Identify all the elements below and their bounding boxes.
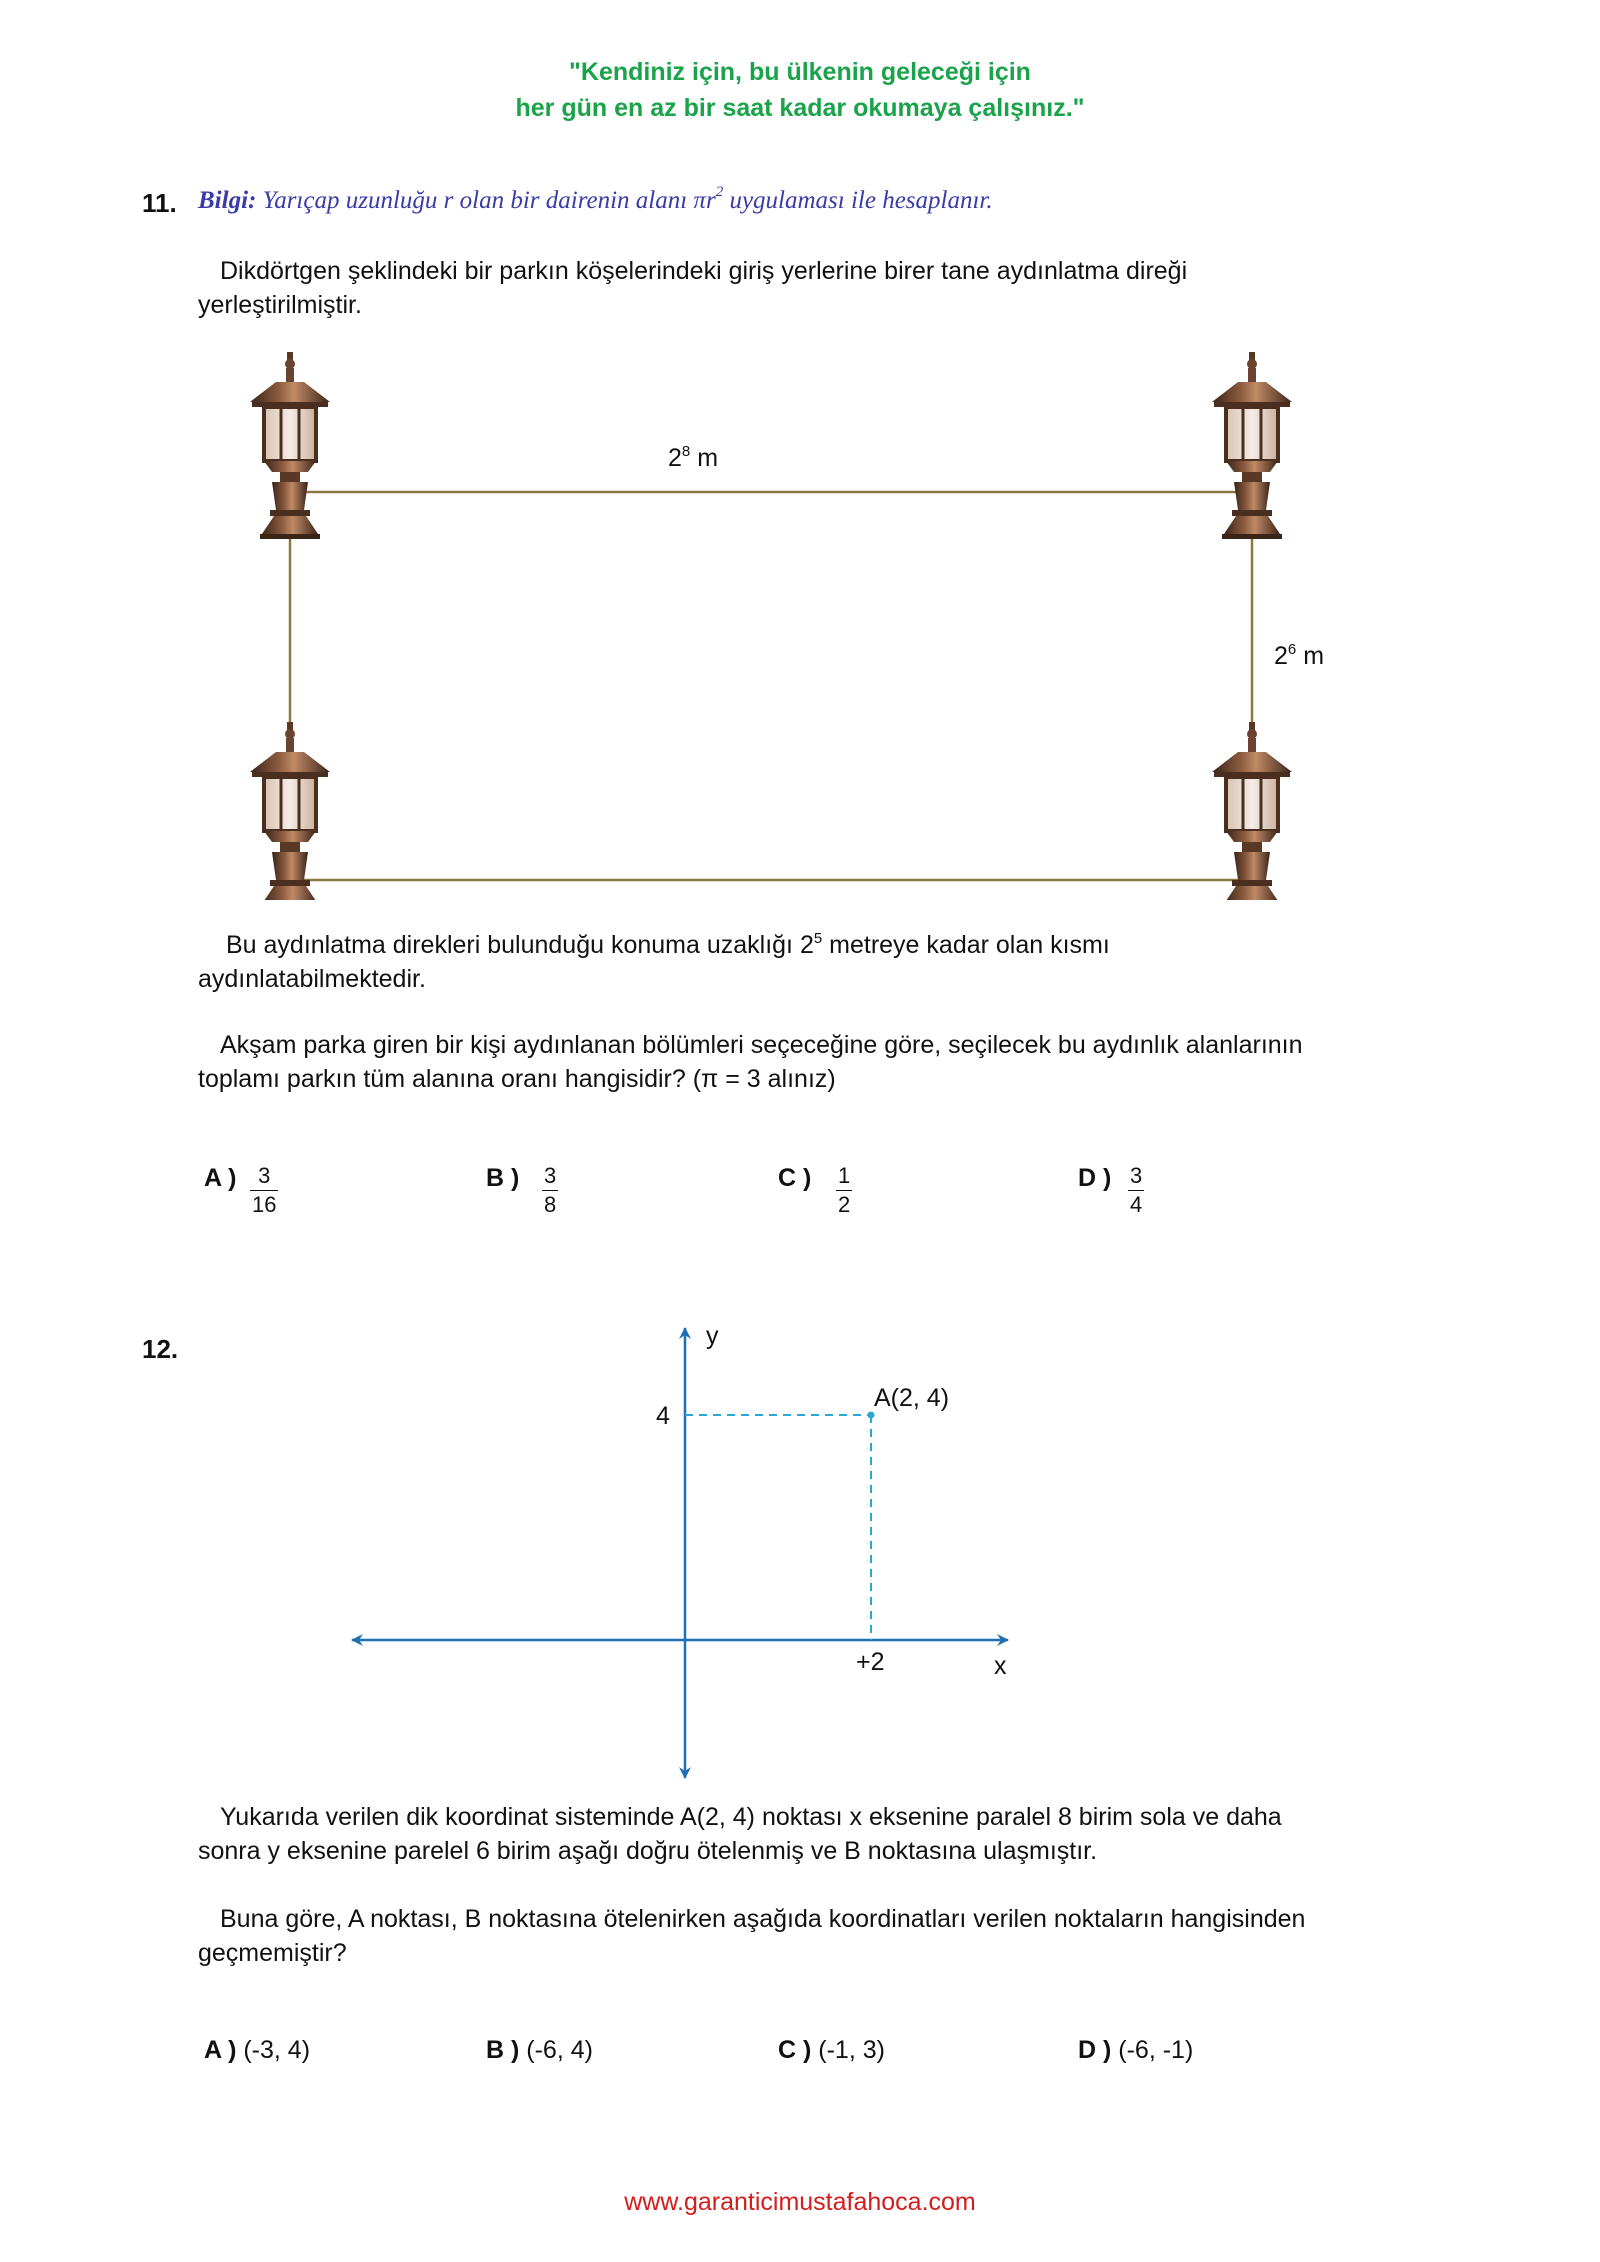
- q11-option-a[interactable]: [204, 1164, 236, 1193]
- question-11-number: 11.: [142, 188, 177, 218]
- q12-question-line-1: Buna göre, A noktası, B noktasına ötelenirken aşağıda koordinatları verilen noktaların hangisinden: [220, 1905, 1306, 1933]
- q11-question-line-2: toplamı parkın tüm alanına oranı hangisidir? (π = 3 alınız): [198, 1065, 836, 1093]
- fraction-denominator: 8: [544, 1192, 557, 1217]
- lamp-top-left-icon: [250, 352, 330, 539]
- question-12-number: 12.: [142, 1334, 179, 1364]
- option-letter: D ): [1078, 2036, 1112, 2064]
- y-axis-label: y: [706, 1322, 719, 1350]
- q11-range-line-1: Bu aydınlatma direkleri bulunduğu konuma uzaklığı $2^5$ metreye kadar olan kısmı: [226, 930, 1110, 959]
- park-rectangle: [290, 492, 1252, 880]
- point-a-label: A(2, 4): [874, 1384, 950, 1412]
- y-tick-label: 4: [656, 1402, 670, 1430]
- info-formula: [198, 184, 993, 215]
- park-diagram: [240, 340, 1340, 900]
- q11-option-d-fraction: [1128, 1162, 1144, 1219]
- q11-option-b-fraction: [542, 1162, 558, 1219]
- fraction-denominator: 4: [1130, 1192, 1143, 1217]
- option-letter: C ): [778, 2036, 812, 2064]
- fraction-numerator: 3: [250, 1162, 278, 1191]
- option-letter: A ): [204, 2036, 237, 2064]
- park-height-label: $2^6$ m: [1274, 641, 1325, 670]
- q11-option-a-fraction: [250, 1162, 278, 1219]
- q12-option-b[interactable]: [486, 2036, 593, 2065]
- q12-question-line-2: geçmemiştir?: [198, 1939, 347, 1967]
- q12-option-d[interactable]: [1078, 2036, 1193, 2065]
- q11-intro-line-1: Dikdörtgen şeklindeki bir parkın köşelerindeki giriş yerlerine birer tane aydınlatma direği: [220, 257, 1188, 285]
- x-tick-label: +2: [856, 1648, 885, 1676]
- park-width-label: $2^8$ m: [668, 443, 719, 472]
- fraction-denominator: 2: [838, 1192, 851, 1217]
- q12-option-c[interactable]: [778, 2036, 885, 2065]
- header-quote-line-2: her gün en az bir saat kadar okumaya çalışınız.": [515, 94, 1085, 122]
- fraction-denominator: 16: [252, 1192, 277, 1217]
- option-value: (-6, 4): [526, 2036, 593, 2064]
- q12-option-a[interactable]: [204, 2036, 310, 2065]
- fraction-numerator: 3: [1128, 1162, 1144, 1191]
- lamp-bottom-right-icon: [1212, 722, 1292, 900]
- info-label: Bilgi:: [198, 187, 257, 214]
- header-quote-line-1: "Kendiniz için, bu ülkenin geleceği için: [569, 58, 1031, 86]
- fraction-numerator: 3: [542, 1162, 558, 1191]
- option-letter: C ): [778, 1164, 812, 1192]
- option-letter: A ): [204, 1164, 237, 1192]
- q11-question-line-1: Akşam parka giren bir kişi aydınlanan bölümleri seçeceğine göre, seçilecek bu aydınlık alanlarının: [220, 1031, 1303, 1059]
- q12-text-line-1: Yukarıda verilen dik koordinat sisteminde A(2, 4) noktası x eksenine paralel 8 birim sola ve daha: [220, 1803, 1282, 1831]
- option-letter: D ): [1078, 1164, 1112, 1192]
- q11-option-b[interactable]: [486, 1164, 519, 1193]
- lamp-top-right-icon: [1212, 352, 1292, 539]
- q11-option-c-fraction: [836, 1162, 852, 1219]
- option-value: (-6, -1): [1118, 2036, 1194, 2064]
- q11-range-line-2: aydınlatabilmektedir.: [198, 965, 426, 993]
- info-text-after: uygulaması ile hesaplanır.: [729, 187, 993, 214]
- option-value: (-1, 3): [818, 2036, 885, 2064]
- x-axis-label: x: [994, 1652, 1007, 1680]
- option-value: (-3, 4): [243, 2036, 311, 2064]
- footer-url-link[interactable]: www.garanticimustafahoca.com: [624, 2188, 976, 2216]
- q11-option-c[interactable]: [778, 1164, 811, 1193]
- info-exponent: 2: [715, 184, 724, 200]
- coordinate-diagram: [340, 1310, 1040, 1790]
- q11-intro-line-2: yerleştirilmiştir.: [198, 291, 362, 319]
- q11-option-d[interactable]: [1078, 1164, 1111, 1193]
- lamp-bottom-left-icon: [250, 722, 330, 900]
- option-letter: B ): [486, 2036, 520, 2064]
- option-letter: B ): [486, 1164, 520, 1192]
- fraction-numerator: 1: [836, 1162, 852, 1191]
- info-text: Yarıçap uzunluğu r olan bir dairenin alanı πr: [262, 187, 716, 214]
- q12-text-line-2: sonra y eksenine parelel 6 birim aşağı doğru ötelenmiş ve B noktasına ulaşmıştır.: [198, 1837, 1098, 1865]
